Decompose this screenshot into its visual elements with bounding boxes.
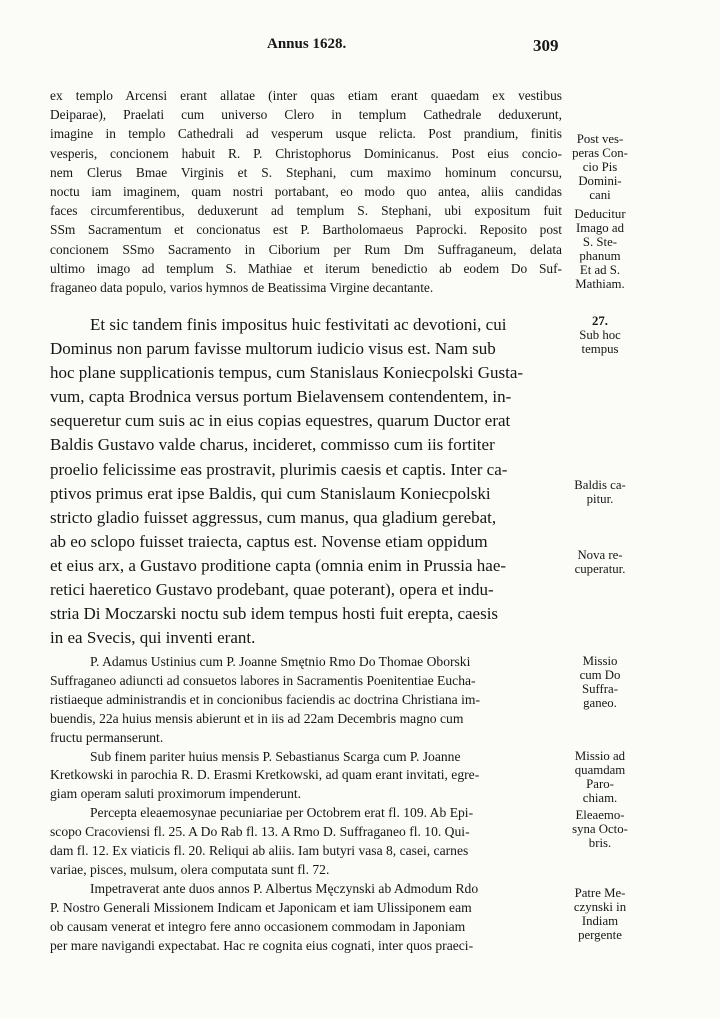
- note-line: Deducitur: [574, 207, 626, 221]
- note-line: 27.: [592, 314, 608, 328]
- text-line: ob causam venerat et integro fere anno occasionem commodam in Japoniam: [50, 918, 466, 934]
- note-line: czynski in: [573, 900, 627, 914]
- text-line: stria Di Moczarski noctu sub idem tempus hosti fuit erepta, caesis: [50, 604, 499, 624]
- note-line: quamdam: [574, 763, 626, 777]
- margin-note-meczynski: [564, 886, 636, 942]
- text-line: imagine in templo Cathedrali ad vesperum usque relicta. Post prandium, finitis: [50, 126, 562, 142]
- note-line: cio Pis: [582, 160, 618, 174]
- text-line: fraganeo data populo, varios hymnos de Beatissima Virgine decantante.: [50, 280, 434, 296]
- note-line: cani: [589, 188, 611, 202]
- note-line: Post ves-: [576, 132, 624, 146]
- note-line: tempus: [581, 342, 619, 356]
- note-line: Missio: [582, 654, 618, 668]
- text-line: Kretkowski in parochia R. D. Erasmi Kretkowski, ad quam erant invitati, egre-: [50, 767, 480, 783]
- note-line: Et ad S.: [579, 263, 621, 277]
- text-line: noctu iam imaginem, quam nostri portabant, eo modo quo antea, aliis candidas: [50, 184, 562, 200]
- margin-note-eleaemosyna: [564, 808, 636, 850]
- text-line: Et sic tandem finis impositus huic festivitati ac devotioni, cui: [90, 315, 507, 334]
- note-line: phanum: [579, 249, 621, 263]
- note-line: pergente: [578, 928, 622, 942]
- text-line: buendis, 22a huius mensis abierunt et in iis ad 22am Decembris magno cum: [50, 710, 464, 726]
- margin-note-deducitur: [564, 207, 636, 291]
- note-line: pitur.: [586, 492, 614, 506]
- note-line: Domini-: [578, 174, 622, 188]
- text-line: Suffraganeo adiuncti ad consuetos labores in Sacramentis Poenitentiae Eucha-: [50, 672, 476, 688]
- note-line: ganeo.: [583, 696, 617, 710]
- note-line: Imago ad: [576, 221, 624, 235]
- text-line: Percepta eleaemosynae pecuniariae per Octobrem erat fl. 109. Ab Epi-: [90, 805, 474, 821]
- text-line: retici haeretico Gustavo prodebant, quae poterant), opera et indu-: [50, 580, 494, 600]
- text-line: proelio felicissime eas prostravit, plurimis caesis et captis. Inter ca-: [50, 459, 508, 479]
- margin-note-sub-hoc-tempus: [564, 314, 636, 356]
- text-line: stricto gladio fuisset aggressus, cum manus, qua gladium gerebat,: [50, 507, 497, 527]
- paragraph-missions: [50, 653, 562, 956]
- text-line: sequeretur cum suis ac in eius copias equestres, quarum Ductor erat: [50, 411, 511, 431]
- text-line: giam operam saluti proximorum impenderunt.: [50, 786, 302, 802]
- text-line: Sub finem pariter huius mensis P. Sebastianus Scarga cum P. Joanne: [90, 748, 461, 764]
- text-line: hoc plane supplicationis tempus, cum Stanislaus Koniecpolski Gusta-: [50, 363, 524, 383]
- text-line: dam fl. 12. Ex viaticis fl. 20. Reliqui ab aliis. Iam butyri vasa 8, casei, carnes: [50, 843, 469, 859]
- note-line: Mathiam.: [575, 277, 625, 291]
- paragraph-main: [50, 313, 562, 650]
- note-line: cuperatur.: [574, 562, 626, 576]
- text-line: P. Nostro Generali Missionem Indicam et Japonicam et iam Ulissiponem eam: [50, 899, 472, 915]
- note-line: Suffra-: [581, 682, 618, 696]
- text-line: faces circumferentibus, deduxerunt ad templum S. Stephani, ubi expositum fuit: [50, 203, 562, 219]
- note-line: Patre Me-: [574, 886, 626, 900]
- margin-note-missio-parochiam: [564, 749, 636, 805]
- text-line: ex templo Arcensi erant allatae (inter quas etiam erant quaedam ex vestibus: [50, 88, 562, 103]
- note-line: cum Do: [579, 668, 621, 682]
- text-line: Deiparae), Praelati cum universo Clero in templum Cathedrale deduxerunt,: [50, 107, 562, 123]
- paragraph-procession: [50, 86, 562, 297]
- text-line: P. Adamus Ustinius cum P. Joanne Smętnio Rmo Do Thomae Oborski: [90, 654, 471, 669]
- text-line: fructu permanserunt.: [50, 729, 164, 745]
- text-line: concionem SSmo Sacramento in Ciborium per Rum Dm Suffraganeum, delata: [50, 241, 562, 257]
- note-line: Paro-: [586, 777, 614, 791]
- margin-note-baldis: [564, 478, 636, 506]
- margin-note-post-vesperas: [564, 132, 636, 202]
- note-line: Missio ad: [574, 749, 626, 763]
- margin-note-nova: [564, 548, 636, 576]
- note-line: S. Ste-: [582, 235, 618, 249]
- text-line: nem Clerus Bmae Virginis et S. Stephani, cum maximo hominum concursu,: [50, 164, 562, 180]
- text-line: vesperis, concionem habuit R. P. Christophorus Dominicanus. Post eius concio-: [50, 145, 562, 161]
- text-line: variae, pisces, mulsum, olera computata sunt fl. 72.: [50, 861, 330, 877]
- text-line: ab eo sclopo fuisset traiecta, captus est. Novense etiam oppidum: [50, 531, 488, 551]
- margin-note-missio-oborski: [564, 654, 636, 710]
- text-line: Baldis Gustavo valde charus, incideret, commisso cum iis fortiter: [50, 435, 495, 455]
- text-line: Dominus non parum favisse multorum iudicio visus est. Nam sub: [50, 339, 496, 359]
- note-line: Nova re-: [577, 548, 623, 562]
- text-line: Impetraverat ante duos annos P. Albertus Męczynski ab Admodum Rdo: [90, 880, 479, 896]
- page-title: Annus 1628.: [267, 36, 347, 52]
- note-line: Baldis ca-: [574, 478, 626, 492]
- text-line: ptivos primus erat ipse Baldis, qui cum Stanislaum Koniecpolski: [50, 483, 491, 503]
- note-line: chiam.: [582, 791, 618, 805]
- text-line: SSm Sacramentum et concionatus est P. Bartholomaeus Paprocki. Reposito post: [50, 222, 562, 238]
- text-line: in ea Svecis, qui inventi erant.: [50, 628, 256, 648]
- text-line: ultimo imago ad templum S. Mathiae et iterum benedictio ab eodem Do Suf-: [50, 260, 562, 276]
- text-line: vum, capta Brodnica versus portum Bielavensem contendentem, in-: [50, 387, 512, 407]
- note-line: Sub hoc: [579, 328, 621, 342]
- page-number: 309: [533, 36, 559, 55]
- text-line: et eius arx, a Gustavo proditione capta (omnia enim in Prussia hae-: [50, 555, 507, 575]
- note-line: syna Octo-: [572, 822, 628, 836]
- note-line: peras Con-: [572, 146, 628, 160]
- text-line: per mare navigandi expectabat. Hac re cognita eius cognati, inter quos praeci-: [50, 937, 474, 953]
- text-line: scopo Cracoviensi fl. 25. A Do Rab fl. 13. A Rmo D. Suffraganeo fl. 10. Qui-: [50, 824, 470, 840]
- note-line: bris.: [588, 836, 612, 850]
- note-line: Eleaemo-: [575, 808, 625, 822]
- note-line: Indiam: [581, 914, 619, 928]
- text-line: ristiaeque administrandis et in concionibus faciendis ac doctrina Christiana im-: [50, 691, 480, 707]
